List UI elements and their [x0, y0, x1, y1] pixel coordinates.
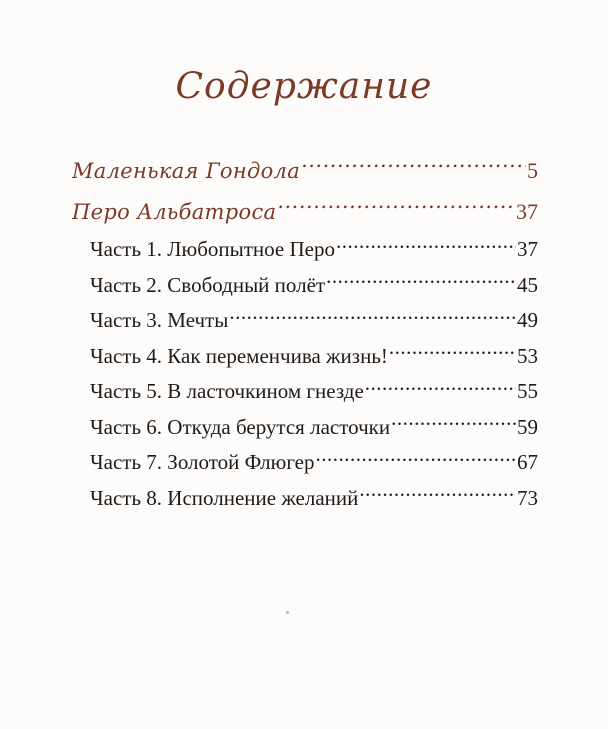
toc-chapter-page: 59 [517, 414, 538, 439]
toc-chapter-5[interactable] [90, 374, 538, 410]
toc-chapter-2[interactable] [90, 268, 538, 304]
toc-chapter-label: Часть 8. Исполнение желаний [90, 485, 359, 510]
toc-entry-story-2[interactable] [72, 191, 538, 232]
toc-chapter-page: 55 [517, 379, 538, 403]
paper-speck [286, 611, 289, 614]
toc-chapter-label: Часть 6. Откуда берутся ласточки [90, 414, 391, 439]
toc-chapter-3[interactable] [90, 303, 538, 339]
dot-leader [336, 235, 516, 256]
toc-chapter-page: 67 [517, 450, 538, 474]
toc-chapter-label: Часть 5. В ласточкином гнезде [90, 379, 364, 403]
dot-leader [229, 306, 516, 327]
toc-chapter-4[interactable] [90, 339, 538, 375]
toc-chapter-label: Часть 2. Свободный полёт [90, 272, 326, 297]
dot-leader [359, 484, 516, 505]
dot-leader [389, 342, 516, 363]
toc-chapter-page: 73 [517, 485, 538, 510]
toc-entry-page: 37 [516, 199, 538, 224]
page-title: Содержание [175, 66, 433, 107]
toc-chapter-page: 37 [517, 237, 538, 261]
toc-chapter-label: Часть 7. Золотой Флюгер [90, 450, 315, 474]
dot-leader [391, 413, 516, 434]
toc-chapter-8[interactable] [90, 481, 538, 517]
toc-chapter-1[interactable] [90, 232, 538, 268]
toc-entry-label: Перо Альбатроса [72, 200, 277, 224]
toc-entry-label: Маленькая Гондола [72, 159, 301, 183]
toc-chapter-7[interactable] [90, 445, 538, 481]
toc-chapter-page: 49 [517, 308, 538, 332]
dot-leader [301, 157, 526, 178]
toc-entry-page: 5 [527, 158, 538, 183]
toc-chapter-label: Часть 3. Мечты [90, 308, 229, 332]
toc-chapter-page: 45 [517, 272, 538, 297]
toc-chapter-page: 53 [517, 343, 538, 368]
toc-entry-story-1[interactable] [72, 150, 538, 191]
table-of-contents [72, 150, 538, 516]
dot-leader [326, 271, 516, 292]
toc-chapter-label: Часть 4. Как переменчива жизнь! [90, 343, 388, 368]
toc-chapter-6[interactable] [90, 410, 538, 446]
dot-leader [277, 198, 515, 219]
toc-chapter-label: Часть 1. Любопытное Перо [90, 237, 335, 261]
dot-leader [316, 448, 517, 469]
dot-leader [365, 377, 516, 398]
